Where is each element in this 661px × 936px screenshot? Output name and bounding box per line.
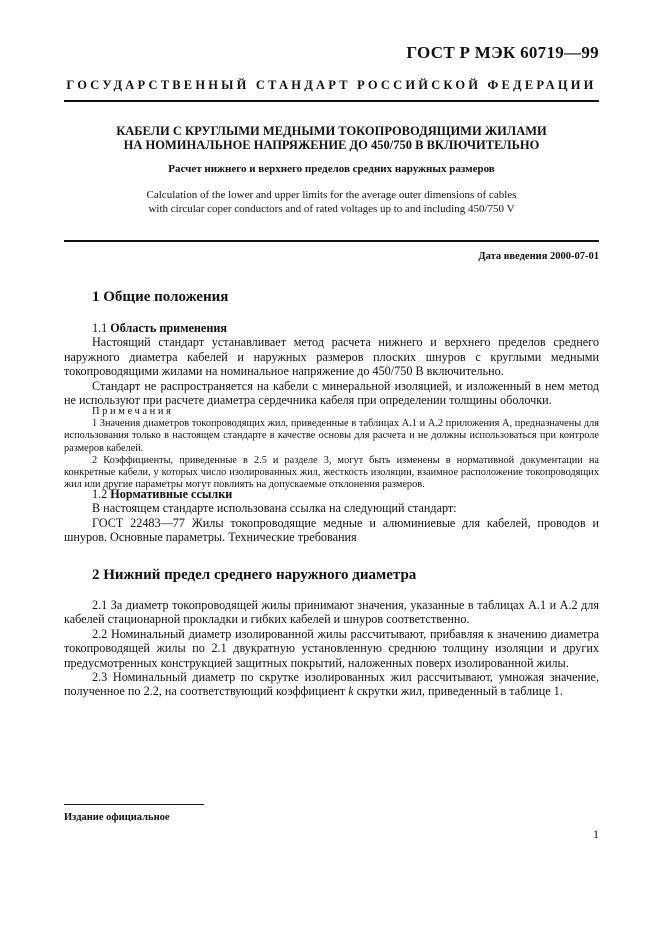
state-standard-heading: ГОСУДАРСТВЕННЫЙ СТАНДАРТ РОССИЙСКОЙ ФЕДЕРАЦИИ bbox=[66, 78, 597, 92]
section-2-body bbox=[64, 598, 599, 699]
subsection-1-2-number: 1.2 bbox=[92, 487, 108, 501]
section-1-2-body bbox=[64, 487, 599, 545]
paragraph-1-1-b: Стандарт не распространяется на кабели с минеральной изоляцией, и изложенный в нем метод не используют при расчете диаметра сердечника кабеля при определении толщины оболочки. bbox=[64, 378, 599, 408]
coefficient-k: k bbox=[348, 684, 354, 699]
note-1: 1 Значения диаметров токопроводящих жил, приведенные в таблицах А.1 и А.2 приложения А, предназначены для использования только в настоящем стандарте в качестве основы для расчета и не должны использоваться при контроле размеров кабелей. bbox=[64, 418, 599, 454]
subsection-1-1-number: 1.1 bbox=[92, 321, 108, 335]
intro-date: Дата введения 2000-07-01 bbox=[478, 251, 599, 262]
title-line-2: НА НОМИНАЛЬНОЕ НАПРЯЖЕНИЕ ДО 450/750 В ВКЛЮЧИТЕЛЬНО bbox=[123, 138, 540, 152]
subsection-1-2-title: Нормативные ссылки bbox=[110, 487, 233, 501]
paragraph-2-1: 2.1 За диаметр токопроводящей жилы принимают значения, указанные в таблицах А.1 и А.2 для кабелей стационарной прокладки и гибких кабелей и шнуров соответственно. bbox=[64, 598, 599, 627]
notes-heading: Примечания bbox=[92, 406, 174, 417]
paragraph-2-2: 2.2 Номинальный диаметр изолированной жилы рассчитывают, прибавляя к значению диаметра токопроводящей жилы по 2.1 двукратную установленную среднюю толщину изоляции и других предусмотренных конструкцией защитных покрытий, наложенных поверх изолированной жилы. bbox=[64, 626, 599, 670]
section-1-body bbox=[64, 321, 599, 407]
section-2-heading: 2 Нижний предел среднего наружного диаметра bbox=[92, 567, 417, 583]
subsection-1-2 bbox=[64, 487, 599, 501]
subtitle-english-line-1: Calculation of the lower and upper limits for the average outer dimensions of cables bbox=[146, 189, 517, 201]
gost-code: ГОСТ Р МЭК 60719—99 bbox=[406, 43, 599, 62]
subtitle-english-line-2: with circular coper conductors and of rated voltages up to and including 450/750 V bbox=[148, 203, 515, 215]
paragraph-2-3-part-b: скрутки жил, приведенный в таблице 1. bbox=[356, 684, 563, 699]
title-line-1: КАБЕЛИ С КРУГЛЫМИ МЕДНЫМИ ТОКОПРОВОДЯЩИМИ ЖИЛАМИ bbox=[116, 124, 547, 138]
document-title bbox=[64, 124, 599, 152]
paragraph-1-2-a: В настоящем стандарте использована ссылка на следующий стандарт: bbox=[92, 501, 457, 516]
page-number: 1 bbox=[593, 827, 599, 841]
note-2: 2 Коэффициенты, приведенные в 2.5 и разделе 3, могут быть изменены в нормативной документации на конкретные кабели, у которых число изолированных жил, жесткость изоляции, взаимное расположение токопроводящих жил или другие параметры могут повлиять на допускаемые отклонения размеров. bbox=[64, 454, 599, 491]
subsection-1-1-title: Область применения bbox=[110, 321, 227, 335]
middle-divider bbox=[64, 240, 599, 242]
edition-label: Издание официальное bbox=[64, 812, 170, 823]
top-divider bbox=[64, 100, 599, 102]
section-1-heading: 1 Общие положения bbox=[92, 289, 229, 305]
paragraph-1-1-a: Настоящий стандарт устанавливает метод расчета нижнего и верхнего пределов среднего наружного диаметра кабелей и наружных размеров плоских шнуров с круглыми медными токопроводящими жилами на номинальное напряжение до 450/750 В включительно. bbox=[64, 335, 599, 379]
subsection-1-1 bbox=[64, 321, 599, 335]
paragraph-2-3-part-a: 2.3 Номинальный диаметр по скрутке изолированных жил рассчитывают, умножая значение, полученное по 2.2, на соответствующий коэффициент bbox=[64, 670, 599, 699]
footer-divider bbox=[64, 804, 204, 805]
subtitle-english bbox=[64, 188, 599, 216]
notes-block bbox=[64, 406, 599, 491]
paragraph-1-2-b: ГОСТ 22483—77 Жилы токопроводящие медные и алюминиевые для кабелей, проводов и шнуров. Основные параметры. Технические требования bbox=[64, 515, 599, 545]
paragraph-2-3 bbox=[64, 670, 599, 699]
subtitle-russian: Расчет нижнего и верхнего пределов средних наружных размеров bbox=[168, 163, 495, 175]
